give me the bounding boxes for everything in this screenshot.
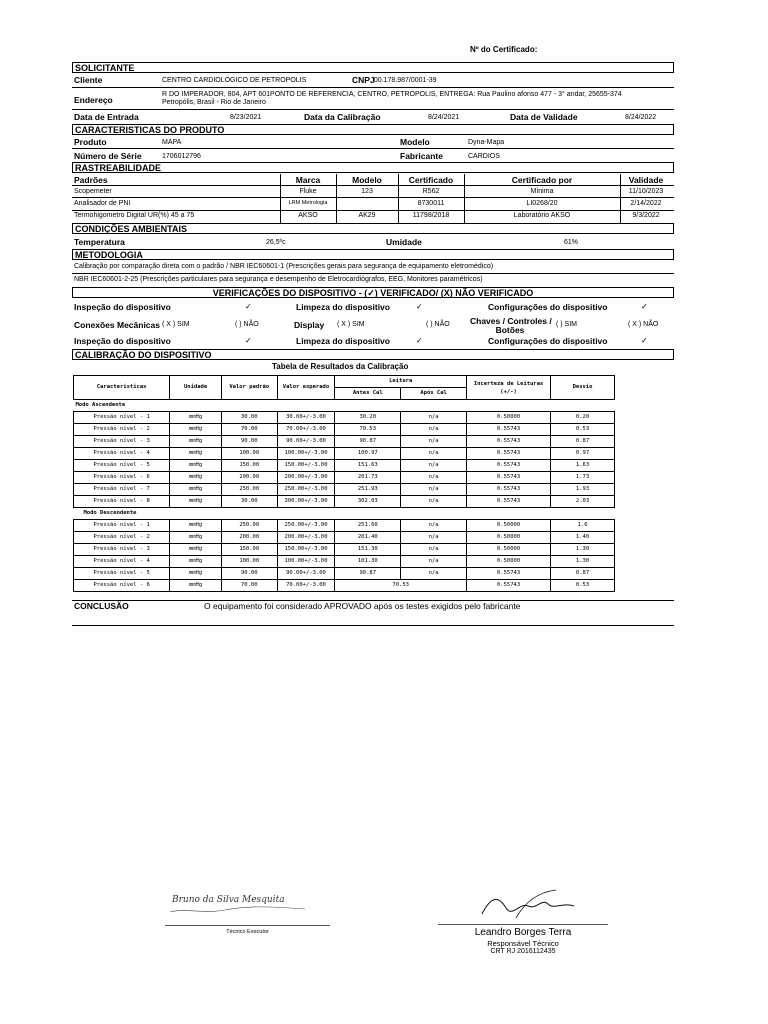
- table-row: [74, 448, 615, 460]
- responsavel-name: Leandro Borges Terra: [474, 927, 572, 938]
- table-cell: 70.00+/-3.00: [277, 424, 335, 436]
- table-row: [74, 424, 615, 436]
- table-cell: Pressão nível - 2: [74, 424, 170, 436]
- table-row: [74, 568, 615, 580]
- section-verificacoes: VERIFICAÇÕES DO DISPOSITIVO - (✓) VERIFICADO/ (X) NÃO VERIFICADO: [72, 287, 674, 298]
- table-cell: 0.55743: [467, 580, 551, 592]
- table-cell: Pressão nível - 3: [74, 544, 170, 556]
- verif-r2-c-nao: ( X ) NÃO: [628, 321, 659, 328]
- temperatura-value: 26,5ºc: [266, 239, 286, 246]
- divider: [72, 210, 674, 211]
- rast-header: Padrões: [74, 175, 108, 185]
- table-cell: 90.87: [335, 436, 401, 448]
- table-cell: 100.00+/-3.00: [277, 448, 335, 460]
- table-cell: 30.20: [335, 412, 401, 424]
- col-header-unidade: Unidade: [170, 376, 222, 400]
- table-cell: n/a: [401, 520, 467, 532]
- table-cell: 150.00: [221, 544, 277, 556]
- col-header-leitura: Leitura: [335, 376, 467, 388]
- section-condicoes: CONDIÇÕES AMBIENTAIS: [72, 223, 674, 234]
- incerteza-line-2: (+/-): [500, 388, 517, 395]
- verif-r2-c-label-1: Chaves / Controles /: [470, 316, 552, 326]
- table-cell: 200.00: [221, 472, 277, 484]
- table-cell: n/a: [401, 448, 467, 460]
- table-cell: 100.00: [221, 556, 277, 568]
- table-cell: 1.93: [551, 484, 615, 496]
- table-cell: 0.87: [551, 436, 615, 448]
- rast-cell: LI0268/20: [526, 200, 558, 207]
- table-cell: 1.73: [551, 472, 615, 484]
- table-row: [74, 556, 615, 568]
- table-cell: mmHg: [170, 412, 222, 424]
- table-row: [74, 520, 615, 532]
- table-cell: n/a: [401, 484, 467, 496]
- produto-label: Produto: [74, 137, 107, 147]
- table-cell: 70.00+/-3.00: [277, 580, 335, 592]
- table-cell: 0.20: [551, 412, 615, 424]
- table-cell: 251.60: [335, 520, 401, 532]
- table-cell: 0.50000: [467, 520, 551, 532]
- cnpj-value: . 00.178.987/0001-39: [370, 77, 437, 84]
- table-cell: 250.00: [221, 484, 277, 496]
- table-cell: 201.73: [335, 472, 401, 484]
- group-descendente: Modo Descendente: [83, 510, 137, 516]
- table-cell: 90.00: [221, 436, 277, 448]
- rast-cell: R562: [422, 188, 440, 195]
- table-row: [74, 580, 615, 592]
- table-cell: Pressão nível - 5: [74, 568, 170, 580]
- table-cell: 70.53: [335, 580, 467, 592]
- table-cell: mmHg: [170, 544, 222, 556]
- table-cell: 201.40: [335, 532, 401, 544]
- col-header-caracteristicas: Características: [74, 376, 170, 400]
- table-cell: 0.55743: [467, 496, 551, 508]
- table-row: [74, 436, 615, 448]
- check-icon: ✓: [245, 336, 252, 345]
- executor-signature-stroke-icon: [165, 890, 315, 920]
- check-icon: ✓: [416, 302, 423, 311]
- table-cell: 0.55743: [467, 460, 551, 472]
- col-header-valor-esperado: Valor esperado: [277, 376, 335, 400]
- divider: [72, 109, 674, 110]
- verif-r2-c-sim: ( ) SIM: [556, 321, 577, 328]
- table-row: [74, 496, 615, 508]
- table-cell: 1.6: [551, 520, 615, 532]
- rast-cell: Termohigometro Digital UR(%) 45 a 75: [74, 212, 195, 219]
- col-header-apos: Após Cal: [401, 388, 467, 400]
- divider: [72, 87, 674, 88]
- divider: [72, 197, 674, 198]
- section-rastreabilidade: RASTREABILIDADE: [72, 162, 674, 173]
- table-cell: 300.00+/-3.00: [277, 496, 335, 508]
- rast-cell: Fluke: [299, 188, 317, 195]
- divider: [72, 625, 674, 626]
- data-calibracao-label: Data da Calibração: [304, 112, 381, 122]
- rast-cell: Mínima: [530, 188, 554, 195]
- table-cell: Pressão nível - 3: [74, 436, 170, 448]
- rast-cell: Scopemeter: [74, 188, 112, 195]
- table-cell: 1.30: [551, 544, 615, 556]
- table-cell: mmHg: [170, 436, 222, 448]
- verif-r1-a-label: Inspeção do dispositivo: [74, 302, 171, 312]
- table-cell: mmHg: [170, 472, 222, 484]
- table-cell: 0.53: [551, 424, 615, 436]
- table-cell: 0.55743: [467, 436, 551, 448]
- rast-header: Certificado: [408, 175, 454, 185]
- table-cell: mmHg: [170, 556, 222, 568]
- table-cell: 0.50000: [467, 412, 551, 424]
- section-calibracao: CALIBRAÇÃO DO DISPOSITIVO: [72, 349, 674, 360]
- table-cell: Pressão nível - 5: [74, 460, 170, 472]
- verif-r2-c-label-2: Botões: [495, 325, 525, 335]
- table-cell: 100.00: [221, 448, 277, 460]
- divider: [620, 174, 621, 223]
- modelo-value: Dyna-Mapa: [468, 139, 505, 146]
- fabricante-label: Fabricante: [400, 151, 443, 161]
- table-cell: Pressão nível - 6: [74, 472, 170, 484]
- table-cell: Pressão nível - 8: [74, 496, 170, 508]
- serie-value: 1706012796: [162, 153, 201, 160]
- verif-r3-a-label: Inspeção do dispositivo: [74, 336, 171, 346]
- table-cell: 0.97: [551, 448, 615, 460]
- table-cell: 200.00+/-3.00: [277, 472, 335, 484]
- table-row: [74, 412, 615, 424]
- table-cell: n/a: [401, 460, 467, 472]
- table-cell: 1.63: [551, 460, 615, 472]
- verif-r2-a-nao: ( ) NÃO: [235, 321, 259, 328]
- verif-r2-a-sim: ( X ) SIM: [162, 321, 190, 328]
- verif-r3-c-label: Configurações do dispositivo: [488, 336, 608, 346]
- table-cell: 150.00: [221, 460, 277, 472]
- table-cell: 0.55743: [467, 448, 551, 460]
- executor-role: Técnico Executor: [226, 929, 269, 935]
- rast-header: Modelo: [352, 175, 382, 185]
- verif-r3-b-label: Limpeza do dispositivo: [296, 336, 390, 346]
- endereco-line-1: R DO IMPERADOR, 804, APT 601PONTO DE REFERENCIA, CENTRO, PETROPOLIS, ENTREGA: Rua Paulino afonso 477 - 3° andar, 25655-374: [162, 91, 622, 98]
- rast-cell: 11/10/2023: [628, 188, 664, 195]
- check-icon: ✓: [641, 336, 648, 345]
- table-row: [74, 460, 615, 472]
- responsavel-role: Responsável Técnico: [487, 939, 559, 948]
- check-icon: ✓: [641, 302, 648, 311]
- table-cell: 70.53: [335, 424, 401, 436]
- fabricante-value: CARDIOS: [468, 153, 500, 160]
- responsavel-crt: CRT RJ 2016112435: [490, 948, 556, 955]
- table-cell: Pressão nível - 6: [74, 580, 170, 592]
- rast-cell: 8730011: [417, 200, 445, 207]
- rast-header: Certificado por: [511, 175, 573, 185]
- table-row: [74, 472, 615, 484]
- table-cell: n/a: [401, 412, 467, 424]
- data-entrada-label: Data de Entrada: [74, 112, 139, 122]
- table-cell: 151.63: [335, 460, 401, 472]
- table-cell: 0.50000: [467, 544, 551, 556]
- verif-r2-a-label: Conexões Mecânicas: [74, 320, 160, 330]
- col-header-desvio: Desvio: [551, 376, 615, 400]
- table-cell: n/a: [401, 532, 467, 544]
- table-cell: 70.00: [221, 580, 277, 592]
- data-entrada-value: 8/23/2021: [230, 114, 262, 121]
- table-cell: 0.87: [551, 568, 615, 580]
- rast-cell: AKSO: [298, 212, 318, 219]
- table-cell: 100.97: [335, 448, 401, 460]
- table-cell: mmHg: [170, 496, 222, 508]
- conclusao-text: O equipamento foi considerado APROVADO após os testes exigidos pelo fabricante: [204, 601, 521, 611]
- table-cell: 0.50000: [467, 556, 551, 568]
- verif-r2-b-sim: ( X ) SIM: [337, 321, 365, 328]
- table-cell: 30.00+/-3.00: [277, 412, 335, 424]
- rast-cell: 123: [361, 188, 373, 195]
- section-metodologia: METODOLOGIA: [72, 249, 674, 260]
- table-cell: 2.03: [551, 496, 615, 508]
- table-cell: mmHg: [170, 532, 222, 544]
- verif-r2-b-label: Display: [294, 320, 325, 330]
- table-cell: 101.30: [335, 556, 401, 568]
- rast-cell: Laboratório AKSO: [513, 212, 571, 219]
- check-icon: ✓: [416, 336, 423, 345]
- certificate-number-label: Nº do Certificado:: [470, 45, 538, 54]
- table-cell: 251.93: [335, 484, 401, 496]
- table-cell: 150.00+/-3.00: [277, 544, 335, 556]
- table-cell: Pressão nível - 7: [74, 484, 170, 496]
- check-icon: ✓: [245, 302, 252, 311]
- produto-value: MAPA: [162, 139, 182, 146]
- table-cell: 90.87: [335, 568, 401, 580]
- rast-cell: 9/3/2022: [632, 212, 660, 219]
- results-table: [73, 375, 615, 592]
- rast-header: Marca: [295, 175, 321, 185]
- table-cell: n/a: [401, 472, 467, 484]
- metodologia-line-2: NBR IEC60601-2-25 (Prescrições particulares para segurança e desempenho de Eletrocardiógrafos, EEG, Monitores paramétricos): [74, 276, 483, 283]
- responsavel-signature-icon: [476, 888, 586, 924]
- table-cell: 30.00: [221, 496, 277, 508]
- table-cell: n/a: [401, 556, 467, 568]
- table-cell: n/a: [401, 424, 467, 436]
- divider: [398, 174, 399, 223]
- verif-r1-b-label: Limpeza do dispositivo: [296, 302, 390, 312]
- modelo-label: Modelo: [400, 137, 430, 147]
- umidade-value: 61%: [564, 239, 579, 246]
- divider: [72, 148, 674, 149]
- table-cell: 0.55743: [467, 568, 551, 580]
- table-cell: 150.00+/-3.00: [277, 460, 335, 472]
- table-cell: Pressão nível - 4: [74, 556, 170, 568]
- table-cell: Pressão nível - 4: [74, 448, 170, 460]
- incerteza-line-1: Incerteza de Leituras: [473, 380, 544, 387]
- table-cell: Pressão nível - 1: [74, 520, 170, 532]
- table-cell: 90.00+/-3.00: [277, 436, 335, 448]
- table-cell: mmHg: [170, 484, 222, 496]
- table-cell: 250.00+/-3.00: [277, 520, 335, 532]
- table-cell: n/a: [401, 544, 467, 556]
- col-header-valor-padrao: Valor padrão: [221, 376, 277, 400]
- table-cell: 250.00+/-3.00: [277, 484, 335, 496]
- cnpj-label: CNPJ: [352, 75, 375, 85]
- table-cell: 70.00: [221, 424, 277, 436]
- table-cell: 0.55743: [467, 484, 551, 496]
- table-cell: 0.53: [551, 580, 615, 592]
- endereco-label: Endereço: [74, 95, 113, 105]
- temperatura-label: Temperatura: [74, 237, 125, 247]
- responsavel-signature-line: [438, 924, 608, 925]
- data-calibracao-value: 8/24/2021: [428, 114, 460, 121]
- table-cell: mmHg: [170, 520, 222, 532]
- table-cell: mmHg: [170, 424, 222, 436]
- metodologia-line-1: Calibração por comparação direta com o padrão / NBR IEC60601-1 (Prescrições gerais para segurança de equipamento eletromédico): [74, 263, 494, 270]
- table-cell: 151.30: [335, 544, 401, 556]
- divider: [72, 185, 674, 186]
- section-caracteristicas: CARACTERISTICAS DO PRODUTO: [72, 124, 674, 135]
- col-header-incerteza: [467, 376, 551, 400]
- umidade-label: Umidade: [386, 237, 422, 247]
- serie-label: Número de Série: [74, 151, 142, 161]
- table-cell: 90.00: [221, 568, 277, 580]
- data-validade-label: Data de Validade: [510, 112, 578, 122]
- table-cell: 100.00+/-3.00: [277, 556, 335, 568]
- endereco-line-2: Petropólis, Brasil - Rio de Janeiro: [162, 99, 266, 106]
- rast-cell: 2/14/2022: [630, 200, 662, 207]
- col-header-antes: Antes Cal: [335, 388, 401, 400]
- verif-r2-b-nao: ( ) NÃO: [426, 321, 450, 328]
- table-cell: 302.03: [335, 496, 401, 508]
- table-cell: n/a: [401, 496, 467, 508]
- table-cell: 0.50000: [467, 532, 551, 544]
- table-cell: 0.55743: [467, 424, 551, 436]
- table-cell: 1.30: [551, 556, 615, 568]
- table-cell: 250.00: [221, 520, 277, 532]
- section-solicitante: SOLICITANTE: [72, 62, 674, 73]
- table-cell: n/a: [401, 436, 467, 448]
- table-row: [74, 484, 615, 496]
- table-cell: n/a: [401, 568, 467, 580]
- conclusao-label: CONCLUSÃO: [74, 601, 129, 611]
- cliente-value: CENTRO CARDIOLOGICO DE PETROPOLIS: [162, 77, 307, 84]
- rast-header: Validade: [628, 175, 664, 185]
- table-cell: 200.00: [221, 532, 277, 544]
- data-validade-value: 8/24/2022: [625, 114, 657, 121]
- table-cell: 0.55743: [467, 472, 551, 484]
- table-cell: 200.00+/-3.00: [277, 532, 335, 544]
- rast-cell: 11798/2018: [412, 212, 450, 219]
- table-cell: Pressão nível - 1: [74, 412, 170, 424]
- table-cell: mmHg: [170, 460, 222, 472]
- cliente-label: Cliente: [74, 75, 103, 85]
- rast-cell: AK29: [358, 212, 376, 219]
- table-cell: 90.00+/-3.00: [277, 568, 335, 580]
- divider: [280, 174, 281, 223]
- table-cell: mmHg: [170, 580, 222, 592]
- table-cell: mmHg: [170, 568, 222, 580]
- results-table-title: Tabela de Resultados da Calibração: [272, 362, 409, 371]
- rast-cell: Analisador de PNI: [74, 200, 131, 207]
- rast-cell: LRM Metrologia: [288, 200, 328, 206]
- executor-signature: Bruno da Silva Mesquita: [172, 895, 285, 905]
- executor-signature-line: [165, 925, 330, 926]
- divider: [464, 174, 465, 223]
- table-cell: Pressão nível - 2: [74, 532, 170, 544]
- divider: [336, 174, 337, 223]
- verif-r1-c-label: Configurações do dispositivo: [488, 302, 608, 312]
- divider: [72, 273, 674, 274]
- table-cell: 30.00: [221, 412, 277, 424]
- table-cell: mmHg: [170, 448, 222, 460]
- table-row: [74, 532, 615, 544]
- table-cell: 1.40: [551, 532, 615, 544]
- group-ascendente: Modo Ascendente: [75, 402, 126, 408]
- table-row: [74, 544, 615, 556]
